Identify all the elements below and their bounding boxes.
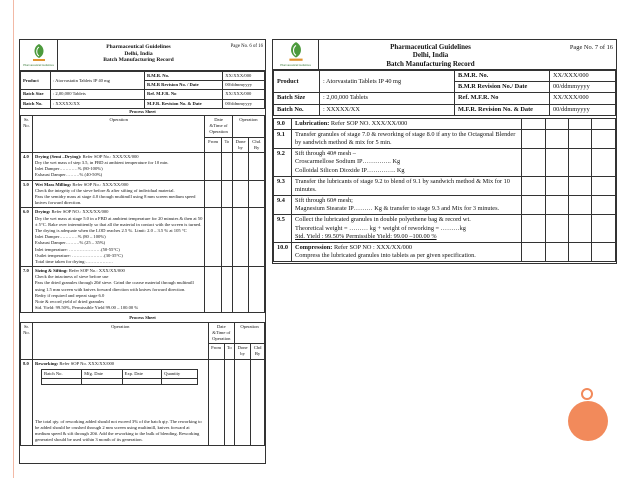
rework-table: Batch No. Mfg. Date Exp. Date Quantity [41,369,198,385]
table-row: 4.0 Drying (Semi –Drying): Refer SOP No.: XXX/XX/000 Dry the wet mass of step 3.5, in FBD at ambient temperature for 10 min. Inlet Damper…………% (80-100%) Exhaust Damper………% (40-50%) [21,152,265,180]
company-logo [20,40,58,70]
table-row: 8.0 Reworking: Refer SOP No. XXX/XX/000 Batch No. Mfg. Date Exp. Date Quantity The total qty. of reworking added should not exceed 3% of the batch qty. The reworking to be added should be crushed through 2 mm screen using multimill, knives forward at medium speed & sift through 20#. Add the reworking to the bulk of blending. Reworking generated should be used within 3 month of its generation. [21,359,265,445]
table-row: 9.2 Sift through 40# mesh – Croscarmellose Sodium IP………….. Kg Colloidal Silicon Dioxide IP………….. Kg [274,149,616,177]
bmr-page-6 [19,39,266,464]
document-header [273,40,616,70]
table-row: 9.4 Sift through 60# mesh; Magnesium Stearate IP……… Kg & transfer to stage 9.3 and Mix for 3 minutes. [274,196,616,215]
slide-edge-line [0,0,14,478]
leaf-logo-icon [30,43,48,63]
page-number: Page No. 6 of 16 [230,44,263,49]
product-info-table: Product : Atorvastatin Tablets IP 40 mg B.M.R. No. XX/XXX/000 B.M.R Revision No. / Date 00/ddmmyyyy Batch Size : 2,00,000 Tablets Ref. M.F.R. No XX/XXX/000 Batch No. : XXXXX/XX M.F.R. Revision No. & Date 00/ddmmyyyy [20,71,265,109]
table-row: 9.1 Transfer granules of stage 7.0 & reworking of stage 8.0 if any to the Octagonal Blender by sandwich method & mix for 5 min. [274,129,616,148]
table-row: 9.0 Lubrication: Refer SOP NO. XXX/XX/000 [274,118,616,129]
decorative-circle [568,401,608,441]
logo-text: Pharmaceutical Guidelines [280,64,311,68]
process-steps-table [273,118,616,263]
document-header [20,40,265,71]
product-info-table: Product : Atorvastatin Tablets IP 40 mg B.M.R. No. XX/XXX/000 B.M.R Revision No./ Date 00/ddmmyyyy Batch Size : 2,00,000 Tablets Ref. M.F.R. No XX/XXX/000 Batch No. : XXXXX/XX M.F.R. Revision No. & Date 00/ddmmyyyy [273,70,616,116]
table-row: 10.0 Compression: Refer SOP NO : XXX/XX/000 Compress the lubricated granules into tablets as per given specification. [274,242,616,261]
document-title: Pharmaceutical Guidelines Delhi, India Batch Manufacturing Record [386,43,475,68]
process-sheet-title: Process Sheet [129,108,156,114]
bmr-page-7 [272,39,617,264]
table-row: 7.0 Sizing & Sifting: Refer SOP No.: XXX/XX/000 Check the intactness of sieve before use Pass the dried granules through 20# sieve. Grind the coarse material through multimill using 1.5 mm screen with knives forward direction with knives forward direction. Redry if required and repeat stage 6.0 Note & record yield of dried granules Std. Yield: 99.50%, Permissible Yield 99.00 – 100.00 % [21,267,265,313]
document-title: Pharmaceutical Guidelines Delhi, India Batch Manufacturing Record [103,44,174,64]
page-number: Page No. 7 of 16 [569,44,613,51]
table-row: 9.5 Collect the lubricated granules in double polyethene bag & record wt. Theoretical weight = ……… kg + weight of reworking = ………kg Std. Yield : 99.50% Permissible Yield: 99.00 –100.00 % [274,215,616,243]
decorative-ring [581,388,593,400]
leaf-logo-icon [285,41,307,63]
logo-text: Pharmaceutical Guidelines [23,63,54,67]
table-row: 9.3 Transfer the lubricants of stage 9.2 to blend of 9.1 by sandwich method & Mix for 10 minutes. [274,176,616,195]
table-row: 5.0 Wet Mass Milling: Refer SOP No.: XXX/XX/000 Check the integrity of the sieve before & after sifting of individual material. Pass the semidry mass at stage 4.0 through multimill using 8 mm screen medium speed knives forward direction. [21,180,265,208]
table-row: 6.0 Drying: Refer SOP NO.: XXX/XX/000 Dry the wet mass at stage 5.0 in a FBD at ambient temperature for 20 minutes & then at 50 ± 5°C. Rake over intermittently so that all the material in contact with the screen is turned. The drying is adequate when the LOD reaches 2.5 %. Limit: 2.0 – 3.5 % at 105 °C Inlet Damper…………% (80 – 100%) Exhaust Damper………% (25 – 35%) Inlet temperature: …………………(50-55°C) Outlet temperature: …………………(30-35°C) Total time taken for drying:……………… [21,208,265,267]
process-sheet-table: Sr. No. Operation Date &Time of Operation Operation From To Done by Chd. By 4.0 Drying (Semi –Drying): Refer SOP No.: XXX/XX/000 Dry the wet mass of step 3.5, in FBD at ambient temperature for 10 min. Inlet Damper…………% (80-100%) Exhaust Damper………% (40-50%) 5.0 Wet Mass Milling: Refer SOP No.: XXX/XX/000 Check the integrity of the sieve before & after sifting of individual material. Pass the semidry mass at stage 4.0 through multimill using 8 mm screen medium speed knives forward direction. 6.0 Drying: Refer SOP NO.: XXX/XX/000 Dry the wet mass at stage 5.0 in a FBD at ambient temperature for 20 minutes & then at 50 ± 5°C. Rake over intermittently so that all the material in contact with the screen is turned. The drying is adequate when the LOD reaches 2.5 %. Limit: 2.0 – 3.5 % at 105 °C Inlet Damper…………% (80 – 100%) Exhaust Damper………% (25 – 35%) Inlet temperature: …………………(50-55°C) Outlet temperature: …………………(30-35°C) Total time taken for drying:……………… 7.0 Sizing & Sifting: Refer SOP No.: XXX/XX/000 Check the intactness of sieve before use Pass the dried granules through 20# sieve. Grind the coarse material through multimill using 1.5 mm screen with knives forward direction with knives forward direction. Redry if required and repeat stage 6.0 Note & record yield of dried granules Std. Yield: 99.50%, Permissible Yield 99.00 – 100.00 % [20,115,265,313]
process-sheet-table-2: Sr. No. Operation Date &Time of Operation Operation From To Done by Chd By 8.0 Reworking: Refer SOP No. XXX/XX/000 Batch No. Mfg. Date Exp. Date Quantity The total qty. of reworking added should not exceed 3% of the batch qty. The reworking to be added should be crushed through 2 mm screen using multimill, knives forward at medium speed & sift through 20#. Add the reworking to the bulk of blending. Reworking generated should be used within 3 month of its generation. [20,322,265,446]
rework-note: The total qty. of reworking added should not exceed 3% of the batch qty. The reworking to be added should be crushed through 2 mm screen using multimill, knives forward at medium speed & sift through 20#. Add the reworking to the bulk of blending. Reworking generated should be used within 3 month of its generation. [35,418,202,443]
company-logo [273,40,319,69]
process-sheet-title: Process Sheet [129,315,156,321]
